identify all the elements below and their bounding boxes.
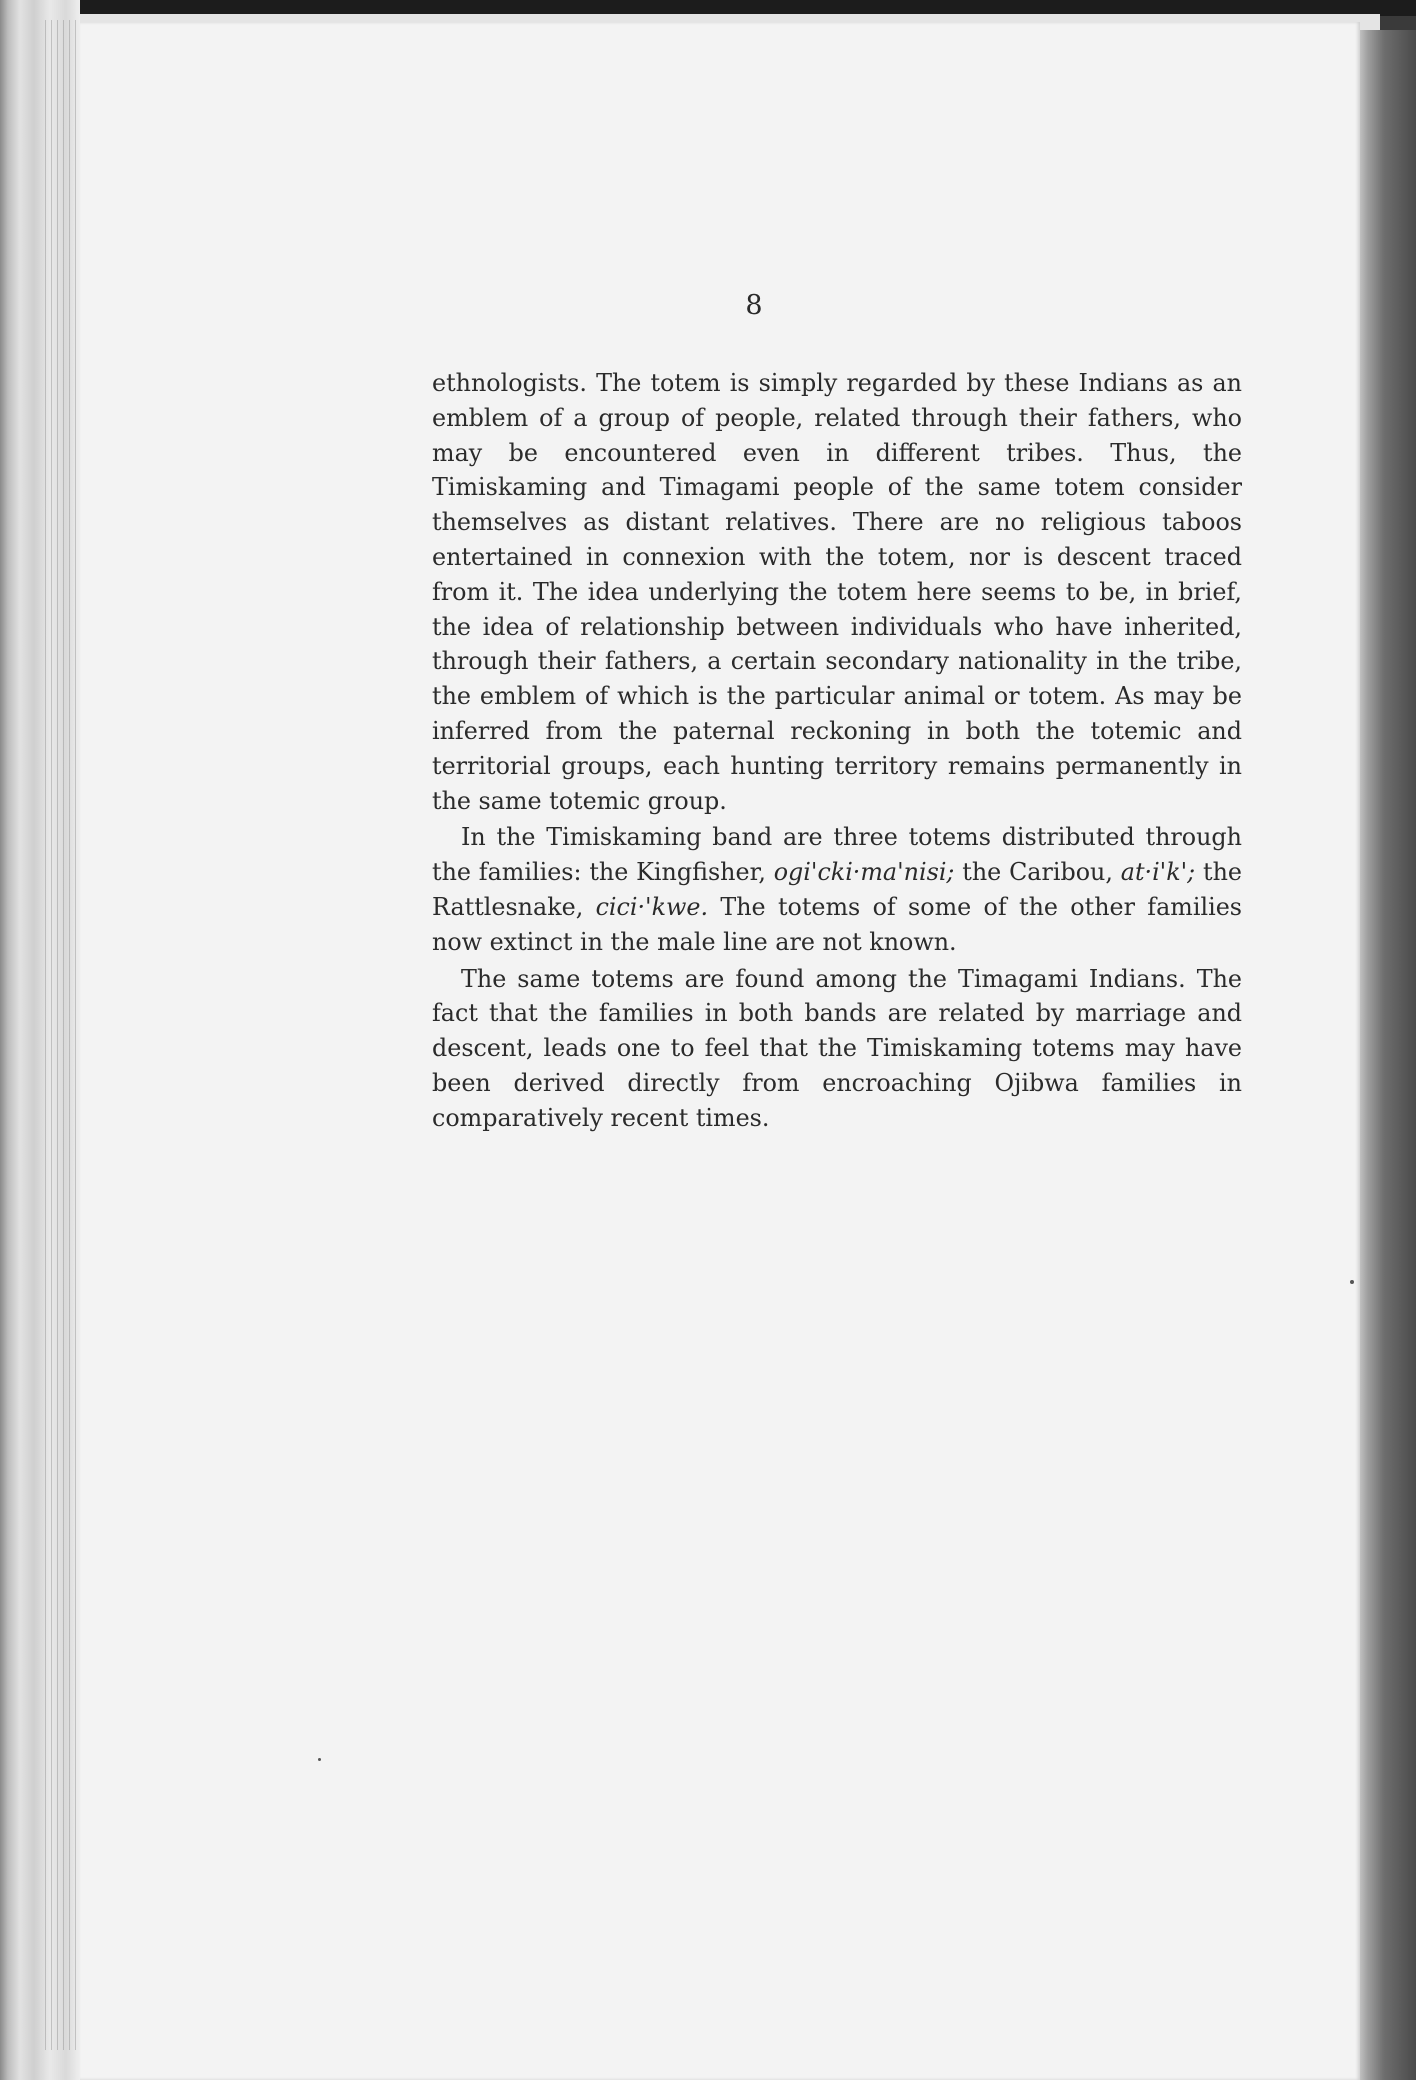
body-text	[432, 366, 1242, 1136]
paragraph-2-outro: The totems of some of the other families now extinct in the male line are not known.	[432, 892, 1242, 956]
totem-kingfisher-native: ogi'cki·ma'nisi;	[773, 858, 955, 887]
page-number: 8	[745, 290, 763, 321]
totem-rattlesnake-label: the Rattlesnake,	[432, 858, 1243, 921]
totem-rattlesnake-native: cici·'kwe.	[595, 892, 709, 921]
totem-caribou-native: at·i'k';	[1120, 858, 1196, 887]
paragraph-2	[432, 820, 1242, 959]
scan-speck	[318, 1758, 321, 1761]
scan-speck	[1350, 1280, 1354, 1284]
paragraph-2-intro: In the Timiskaming band are three totems distributed through the families:	[432, 823, 1242, 887]
page-stack-lines	[40, 20, 76, 2050]
totem-kingfisher-label: the Kingfisher,	[581, 858, 774, 887]
paragraph-3: The same totems are found among the Timagami Indians. The fact that the families in both bands are related by marriage and descent, leads one to feel that the Timiskaming totems may have been derived directly from encroaching Ojibwa families in comparatively recent times.	[432, 964, 1242, 1132]
book-page	[80, 22, 1360, 2080]
paragraph-1: ethnologists. The totem is simply regarded by these Indians as an emblem of a group of people, related through their fathers, who may be encountered even in different tribes. Thus, the Timiskaming and Timagami people of the same totem consider themselves as distant relatives. There are no religious taboos entertained in connexion with the totem, nor is descent traced from it. The idea underlying the totem here seems to be, in brief, the idea of relationship between individuals who have inherited, through their fathers, a certain secondary nationality in the tribe, the emblem of which is the particular animal or totem. As may be inferred from the paternal reckoning in both the totemic and territorial groups, each hunting territory remains permanently in the same totemic group.	[432, 369, 1242, 815]
book-right-edge	[1358, 30, 1416, 2080]
book-left-edge	[0, 0, 80, 2080]
totem-caribou-label: the Caribou,	[954, 858, 1121, 887]
